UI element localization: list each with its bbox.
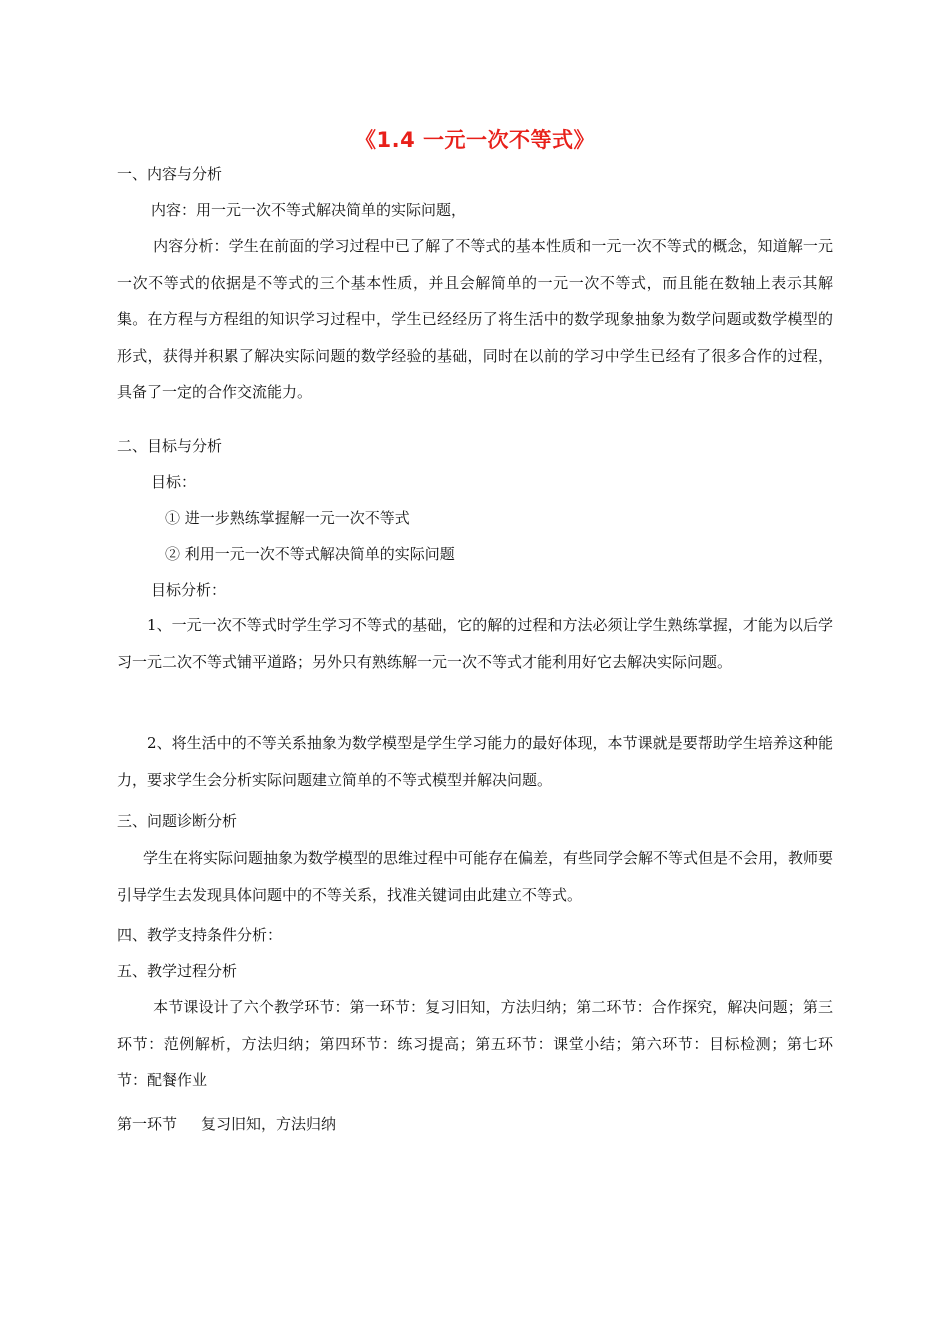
section-1-heading: 一、内容与分析 bbox=[117, 165, 223, 183]
goal-analysis-1 bbox=[117, 607, 833, 680]
goal-item-2: ② 利用一元一次不等式解决简单的实际问题 bbox=[165, 545, 455, 563]
step-1-text: 复习旧知，方法归纳 bbox=[201, 1115, 337, 1133]
section-3-text-content: 学生在将实际问题抽象为数学模型的思维过程中可能存在偏差，有些同学会解不等式但是不会用，教师要引导学生去发现具体问题中的不等关系，找准关键词由此建立不等式。 bbox=[117, 849, 834, 904]
section-3-text bbox=[117, 840, 833, 913]
section-5-heading: 五、教学过程分析 bbox=[117, 962, 238, 980]
goal-analysis-2 bbox=[117, 725, 833, 798]
section-4-heading: 四、教学支持条件分析： bbox=[117, 926, 283, 944]
document-title: 《1.4 一元一次不等式》 bbox=[354, 128, 595, 152]
section-2-heading: 二、目标与分析 bbox=[117, 437, 223, 455]
step-1-row bbox=[117, 1114, 336, 1134]
goal-label: 目标： bbox=[151, 473, 197, 491]
goal-analysis-1-text: 1、一元一次不等式时学生学习不等式的基础，它的解的过程和方法必须让学生熟练掌握，才能为以后学习一元二次不等式铺平道路；另外只有熟练解一元一次不等式才能利用好它去解决实际问题。 bbox=[117, 616, 833, 671]
section-3-heading: 三、问题诊断分析 bbox=[117, 812, 238, 830]
section-1-content: 内容：用一元一次不等式解决简单的实际问题， bbox=[151, 201, 467, 219]
goal-analysis-label: 目标分析： bbox=[151, 581, 227, 599]
section-1-analysis-text: 内容分析：学生在前面的学习过程中已了解了不等式的基本性质和一元一次不等式的概念，知道解一元一次不等式的依据是不等式的三个基本性质，并且会解简单的一元一次不等式，而且能在数轴上表示其解集。在方程与方程组的知识学习过程中，学生已经经历了将生活中的数学现象抽象为数学问题或数学模型的形式，获得并积累了解决实际问题的数学经验的基础，同时在以前的学习中学生已经有了很多合作的过程，具备了一定的合作交流能力。 bbox=[117, 237, 833, 401]
goal-item-1: ① 进一步熟练掌握解一元一次不等式 bbox=[165, 509, 410, 527]
section-5-text bbox=[117, 989, 833, 1099]
step-1-label: 第一环节 bbox=[117, 1115, 178, 1133]
goal-analysis-2-text: 2、将生活中的不等关系抽象为数学模型是学生学习能力的最好体现，本节课就是要帮助学生培养这种能力，要求学生会分析实际问题建立简单的不等式模型并解决问题。 bbox=[117, 734, 833, 789]
section-5-text-content: 本节课设计了六个教学环节：第一环节：复习旧知，方法归纳；第二环节：合作探究，解决问题；第三环节：范例解析，方法归纳；第四环节：练习提高；第五环节：课堂小结；第六环节：目标检测；第七环节：配餐作业 bbox=[117, 998, 833, 1089]
section-1-analysis bbox=[117, 228, 833, 411]
